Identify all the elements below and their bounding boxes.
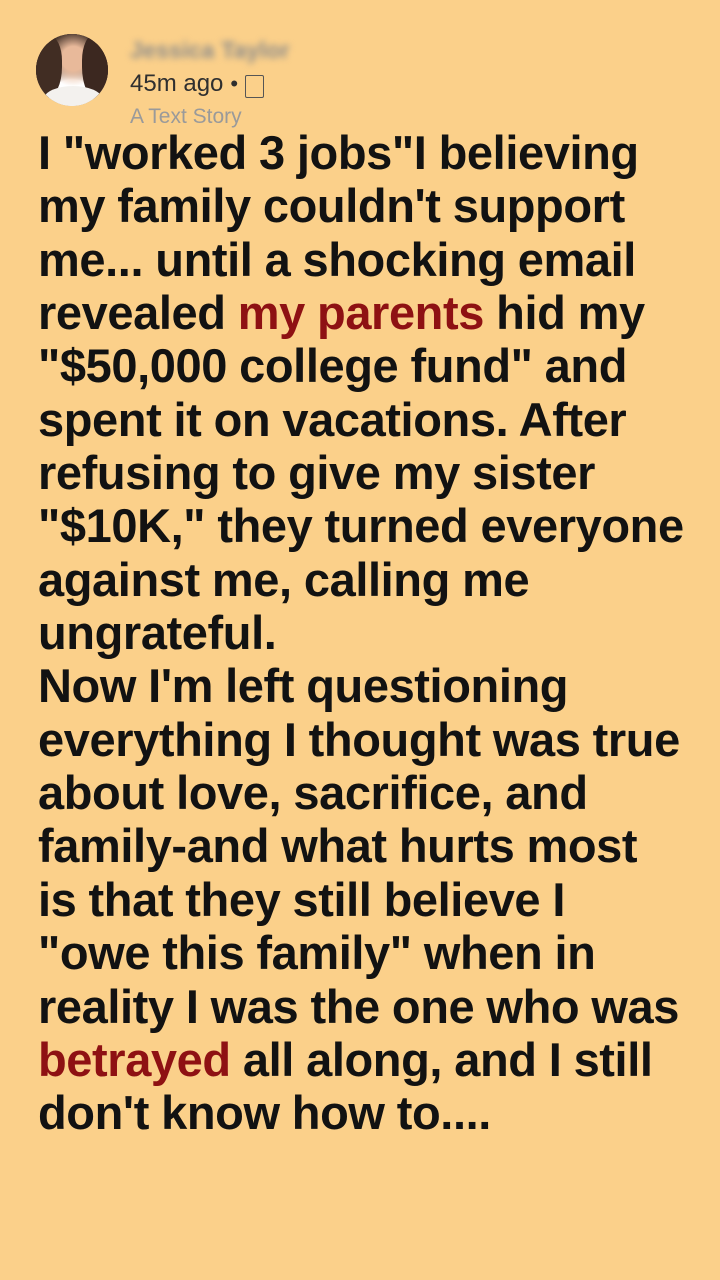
story-highlight: betrayed (38, 1032, 231, 1086)
globe-icon (245, 75, 264, 98)
story-text: all along, and I still don't know how to.... (38, 1032, 653, 1140)
story-highlight: my parents (237, 286, 484, 340)
post-timestamp: 45m ago (130, 70, 224, 98)
author-name[interactable]: Jessica Taylor (130, 37, 290, 63)
story-paragraph-1 (38, 126, 684, 659)
story-type-label: A Text Story (130, 104, 242, 128)
avatar-shoulder (44, 86, 102, 106)
story-body (0, 104, 720, 1140)
post-header (0, 0, 720, 128)
post-subline (130, 70, 290, 98)
meta-separator: • (230, 71, 239, 97)
story-text: Now I'm left questioning everything I thought was true about love, sacrifice, and family-and what hurts most is that they still believe I "owe this family" when in reality I was the one who was (38, 659, 680, 1033)
story-text: I "worked 3 jobs"I believing my family couldn't support me... until a shocking email revealed (38, 126, 639, 340)
avatar[interactable] (36, 34, 108, 106)
story-text: hid my "$50,000 college fund" and spent it on vacations. After refusing to give my sister "$10K," they turned everyone against me, calling me ungrateful. (38, 286, 684, 660)
post-meta (130, 34, 290, 129)
story-paragraph-2 (38, 659, 684, 1139)
